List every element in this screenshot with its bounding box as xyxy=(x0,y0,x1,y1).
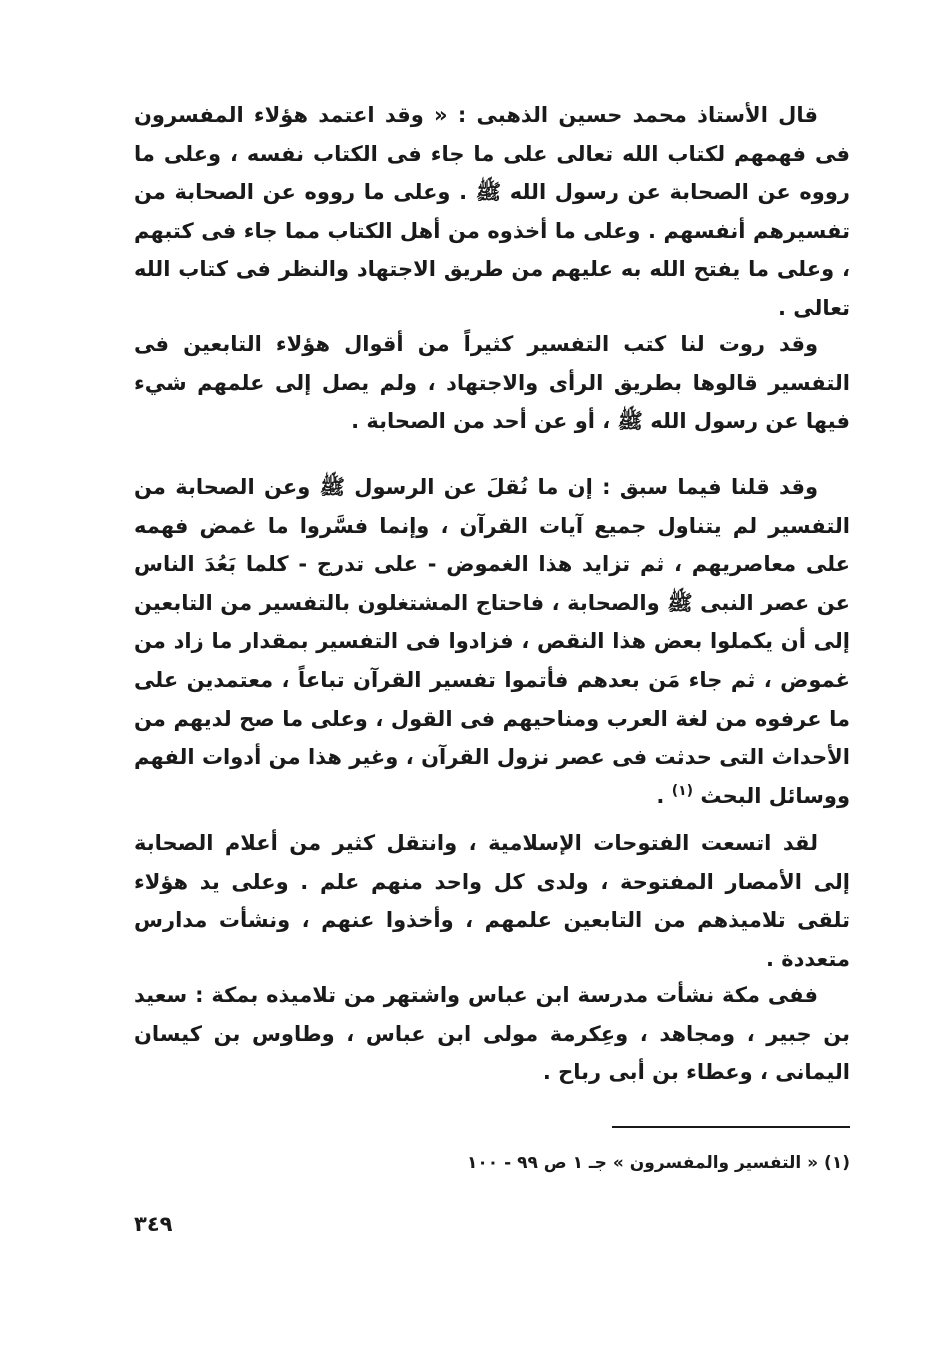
paragraph-2: وقد روت لنا كتب التفسير كثيراً من أقوال هؤلاء التابعين فى التفسير قالوها بطريق الرأى والاجتهاد ، ولم يصل إلى علمهم شيء فيها عن رسول الله ﷺ ، أو عن أحد من الصحابة . xyxy=(134,332,850,434)
footnote-divider xyxy=(612,1126,850,1128)
paragraph-3-text: وقد قلنا فيما سبق : إن ما نُقلَ عن الرسول ﷺ وعن الصحابة من التفسير لم يتناول جميع آيات القرآن ، وإنما فسَّروا ما غمض فهمه على معاصريهم ، ثم تزايد هذا الغموض - على تدرج - كلما بَعُدَ الناس عن عصر النبى ﷺ والصحابة ، فاحتاج المشتغلون بالتفسير من التابعين إلى أن يكملوا بعض هذا النقص ، فزادوا فى التفسير بمقدار ما زاد من غموض ، ثم جاء مَن بعدهم فأتموا تفسير القرآن تباعاً ، معتمدين على ما عرفوه من لغة العرب ومناحيهم فى القول ، وعلى ما صح لديهم من الأحداث التى حدثت فى عصر نزول القرآن ، وغير هذا من أدوات الفهم ووسائل البحث xyxy=(134,475,850,808)
paragraph-1: قال الأستاذ محمد حسين الذهبى : « وقد اعتمد هؤلاء المفسرون فى فهمهم لكتاب الله تعالى على ما جاء فى الكتاب نفسه ، وعلى ما رووه عن الصحابة عن رسول الله ﷺ . وعلى ما رووه عن الصحابة من تفسيرهم أنفسهم . وعلى ما أخذوه من أهل الكتاب مما جاء فى كتبهم ، وعلى ما يفتح الله به عليهم من طريق الاجتهاد والنظر فى كتاب الله تعالى . xyxy=(134,103,850,320)
footnote-marker[interactable]: (١) xyxy=(671,782,694,799)
paragraph-4: لقد اتسعت الفتوحات الإسلامية ، وانتقل كثير من أعلام الصحابة إلى الأمصار المفتوحة ، ولدى كل واحد منهم علم . وعلى يد هؤلاء تلقى تلاميذهم من التابعين علمهم ، وأخذوا عنهم ، ونشأت مدارس متعددة . xyxy=(134,831,850,971)
paragraph-3-end: . xyxy=(656,783,665,808)
page-number: ٣٤٩ xyxy=(134,1212,173,1236)
paragraph-5: ففى مكة نشأت مدرسة ابن عباس واشتهر من تلاميذه بمكة : سعيد بن جبير ، ومجاهد ، وعِكرمة مولى ابن عباس ، وطاوس بن كيسان اليمانى ، وعطاء بن أبى رباح . xyxy=(134,983,850,1085)
footnote: (١) « التفسير والمفسرون » جـ ١ ص ٩٩ - ١٠٠ xyxy=(467,1153,850,1173)
paragraph-3 xyxy=(134,468,850,815)
